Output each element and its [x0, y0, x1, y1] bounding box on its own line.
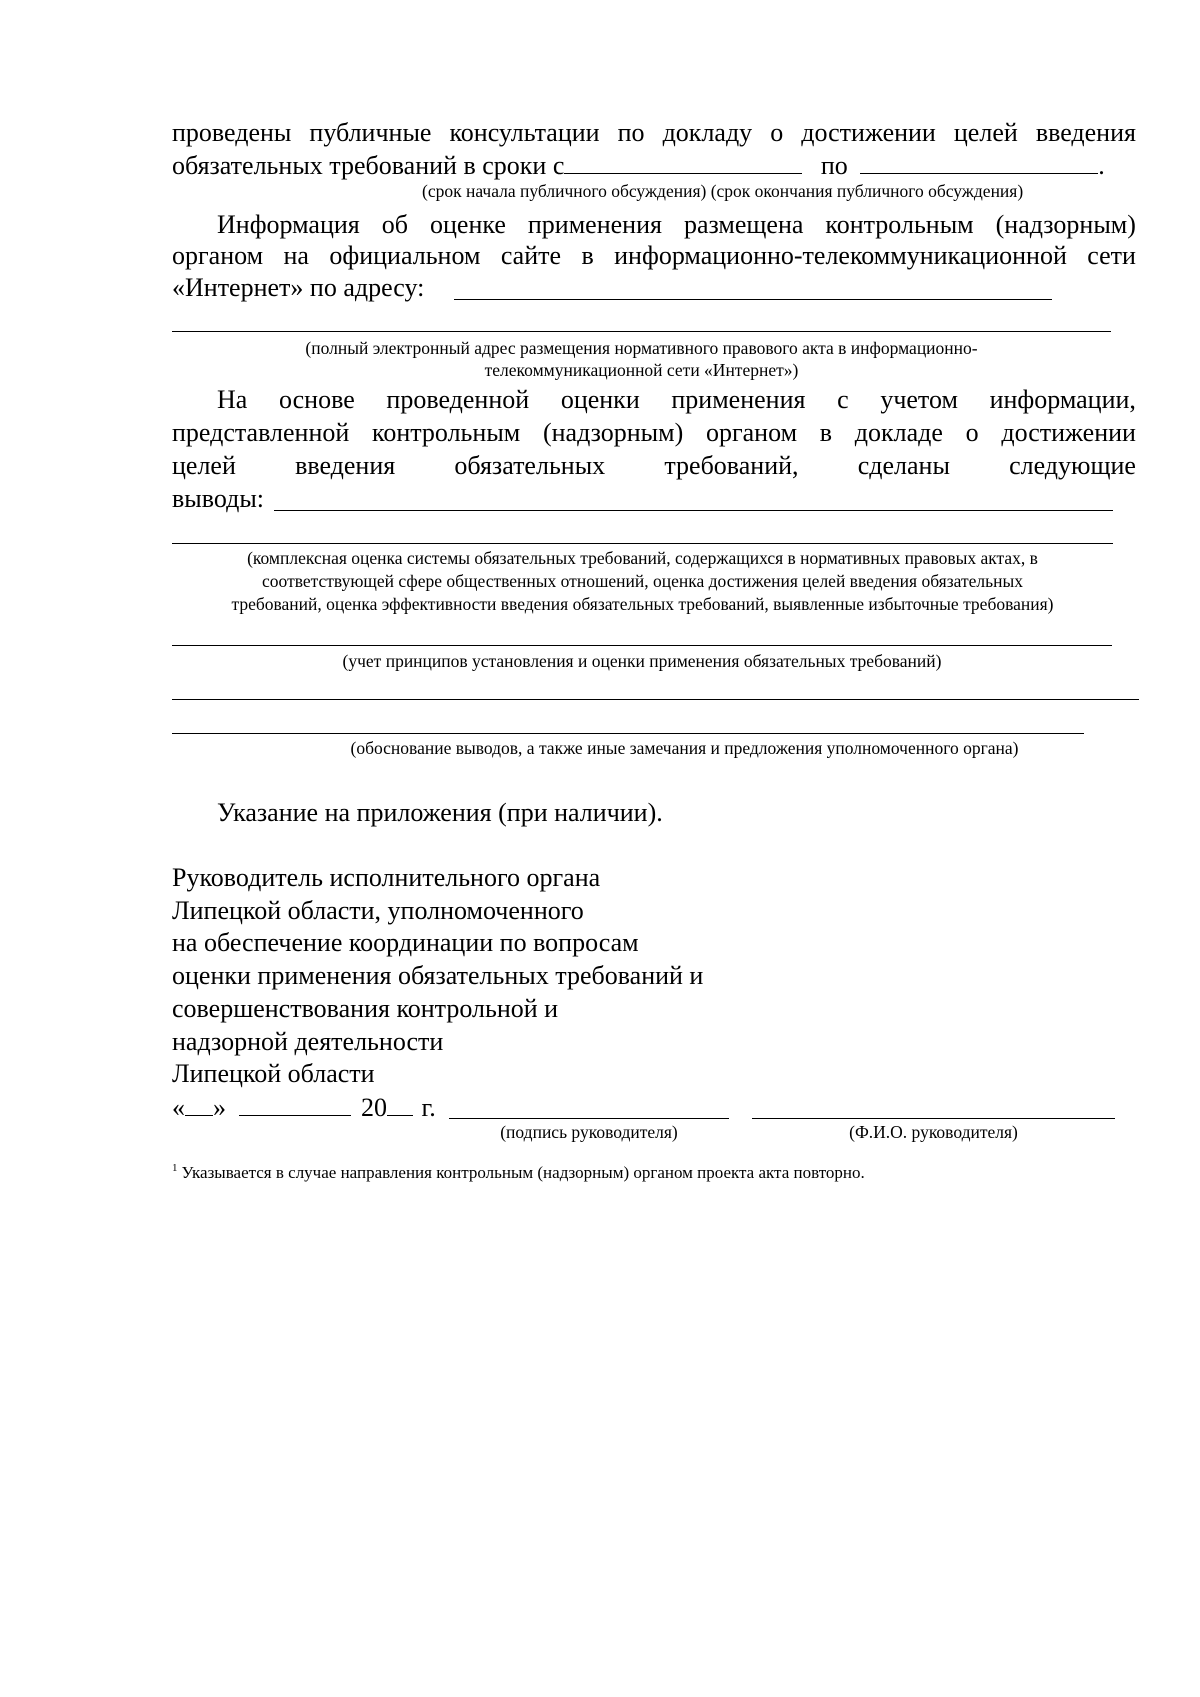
- justification-caption: (обоснование выводов, а также иные замечания и предложения уполномоченного органа): [350, 738, 1019, 758]
- signatory-line: совершенствования контрольной и: [172, 994, 559, 1023]
- word: следующие: [1009, 451, 1136, 480]
- year-blank: [387, 1093, 413, 1116]
- word: консультации: [449, 118, 600, 147]
- para1-line1: [172, 118, 1136, 148]
- word: органом: [172, 241, 264, 270]
- word: введения: [295, 451, 396, 480]
- period-end-dot: .: [1098, 151, 1105, 180]
- word: официальном: [329, 241, 481, 270]
- word: применения: [671, 385, 806, 414]
- word: контрольным: [825, 210, 974, 239]
- start-date-blank: [564, 151, 802, 174]
- word: учетом: [880, 385, 958, 414]
- word: докладу: [662, 118, 753, 147]
- signature-blank: [449, 1118, 729, 1119]
- conclusions-caption-line3: требований, оценка эффективности введения обязательных требований, выявленные избыточные требования): [231, 594, 1054, 614]
- principles-caption: (учет принципов установления и оценки применения обязательных требований): [342, 651, 942, 671]
- signatory-line: надзорной деятельности: [172, 1027, 444, 1056]
- signatory-line: Руководитель исполнительного органа: [172, 863, 601, 892]
- word: (надзорным): [995, 210, 1136, 239]
- word: о: [770, 118, 784, 147]
- date-open-quote: «: [172, 1093, 185, 1122]
- conclusions-caption-line2: соответствующей сфере общественных отношений, оценка достижения целей введения обязательных: [262, 571, 1023, 591]
- word: информации,: [989, 385, 1136, 414]
- name-blank: [752, 1118, 1115, 1119]
- word: оценке: [429, 210, 506, 239]
- para2-line1: [217, 210, 1136, 240]
- word: докладе: [854, 418, 943, 447]
- word: проведены: [172, 118, 292, 147]
- word: на: [283, 241, 309, 270]
- word: об: [381, 210, 408, 239]
- justification-blank-1: [172, 699, 1139, 700]
- year-prefix: 20: [361, 1093, 387, 1122]
- name-caption: (Ф.И.О. руководителя): [849, 1122, 1018, 1142]
- attachments-note: Указание на приложения (при наличии).: [217, 798, 663, 827]
- word: достижении: [801, 118, 936, 147]
- word: сайте: [500, 241, 562, 270]
- word: обязательных: [454, 451, 606, 480]
- word: представленной: [172, 418, 350, 447]
- word: целей: [953, 118, 1018, 147]
- principles-blank: [172, 645, 1112, 646]
- word: в: [819, 418, 833, 447]
- word: публичные: [309, 118, 432, 147]
- word: проведенной: [386, 385, 530, 414]
- footnote-text: Указывается в случае направления контрольным (надзорным) органом проекта акта повторно.: [181, 1163, 865, 1182]
- word: достижении: [1001, 418, 1136, 447]
- para3-line2: [172, 418, 1136, 448]
- footnote-marker: 1: [172, 1162, 178, 1174]
- word: требований,: [664, 451, 799, 480]
- word: основе: [278, 385, 355, 414]
- footnote: [172, 1157, 865, 1184]
- conclusions-blank-1: [274, 510, 1113, 511]
- para3-line4: [172, 484, 264, 514]
- word: контрольным: [372, 418, 521, 447]
- word: Информация: [217, 210, 360, 239]
- end-date-blank: [860, 151, 1098, 174]
- day-blank: [185, 1093, 213, 1116]
- word: На: [217, 385, 248, 414]
- para1-line2: [172, 151, 1105, 181]
- word: (надзорным): [542, 418, 684, 447]
- period-to-label: по: [820, 151, 848, 180]
- signatory-line: Липецкой области, уполномоченного: [172, 896, 584, 925]
- signatory-line: оценки применения обязательных требований и: [172, 961, 704, 990]
- internet-address-blank-2: [172, 331, 1111, 332]
- signatory-line: Липецкой области: [172, 1059, 375, 1088]
- address-caption-line2: телекоммуникационной сети «Интернет»): [484, 360, 799, 380]
- address-caption-line1: (полный электронный адрес размещения нормативного правового акта в информационно-: [305, 338, 978, 358]
- year-suffix: г.: [421, 1093, 436, 1122]
- word: по: [617, 118, 645, 147]
- word: с: [837, 385, 849, 414]
- word: органом: [705, 418, 798, 447]
- conclusions-blank-2: [172, 543, 1113, 544]
- conclusions-label: выводы:: [172, 484, 265, 513]
- internet-address-blank: [454, 299, 1052, 300]
- word: сделаны: [857, 451, 950, 480]
- signature-caption: (подпись руководителя): [500, 1122, 678, 1142]
- para3-line3: [172, 451, 1136, 481]
- word: размещена: [683, 210, 804, 239]
- word: сети: [1087, 241, 1136, 270]
- justification-blank-2: [172, 733, 1084, 734]
- conclusions-caption-line1: (комплексная оценка системы обязательных требований, содержащихся в нормативных правовых актах, в: [247, 548, 1038, 568]
- month-blank: [239, 1093, 351, 1116]
- word: оценки: [560, 385, 640, 414]
- word: применения: [527, 210, 662, 239]
- date-close-quote: »: [213, 1093, 226, 1122]
- period-caption: (срок начала публичного обсуждения) (срок окончания публичного обсуждения): [422, 181, 1024, 201]
- word: информационно-телекоммуникационной: [614, 241, 1067, 270]
- internet-address-label: «Интернет» по адресу:: [172, 273, 425, 302]
- word: введения: [1035, 118, 1136, 147]
- para2-line2: [172, 241, 1136, 271]
- word: в: [581, 241, 594, 270]
- date-signature-line: [172, 1093, 436, 1123]
- para3-line1: [217, 385, 1136, 415]
- consultation-period-label: обязательных требований в сроки с: [172, 151, 565, 180]
- para2-line3: [172, 273, 424, 303]
- word: о: [965, 418, 979, 447]
- word: целей: [172, 451, 236, 480]
- signatory-line: на обеспечение координации по вопросам: [172, 928, 639, 957]
